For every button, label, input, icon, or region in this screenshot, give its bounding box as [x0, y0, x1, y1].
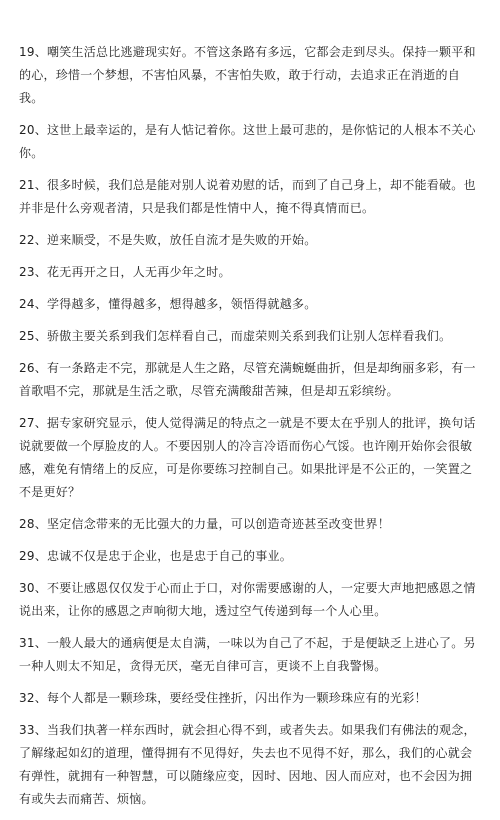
quote-32: 32、每个人都是一颗珍珠，要经受住挫折，闪出作为一颗珍珠应有的光彩！ [19, 691, 427, 705]
quote-20: 20、这世上最幸运的，是有人惦记着你。这世上最可悲的，是你惦记的人根本不关心你。 [19, 123, 476, 160]
quote-33: 33、当我们执著一样东西时，就会担心得不到，或者失去。如果我们有佛法的观念，了解缘起如幻的道理，懂得拥有不见得好，失去也不见得不好，那么，我们的心就会有弹性，就拥有一种智慧，可以随缘应变，因时、因地、因人而应对，也不会因为拥有或失去而痛苦、烦恼。 [19, 723, 476, 806]
quote-27: 27、据专家研究显示，使人觉得满足的特点之一就是不要太在乎别人的批评，换句话说就要做一个厚脸皮的人。不要因别人的冷言冷语而伤心气馁。也许刚开始你会很敏感，难免有情绪上的反应，可是你要练习控制自己。如果批评是不公正的，一笑置之不是更好？ [19, 416, 476, 499]
quote-19: 19、嘲笑生活总比逃避现实好。不管这条路有多远，它都会走到尽头。保持一颗平和的心，珍惜一个梦想，不害怕风暴，不害怕失败，敢于行动，去追求正在消逝的自我。 [19, 45, 476, 105]
quote-28: 28、坚定信念带来的无比强大的力量，可以创造奇迹甚至改变世界！ [19, 517, 391, 531]
quote-23: 23、花无再开之日，人无再少年之时。 [19, 265, 231, 279]
quote-31: 31、一般人最大的通病便是太自满，一味以为自己了不起，于是便缺乏上进心了。另一种人则太不知足，贪得无厌，毫无自律可言，更谈不上自我警惕。 [19, 636, 476, 673]
quote-21: 21、很多时候，我们总是能对别人说着劝慰的话，而到了自己身上，却不能看破。也并非是什么旁观者清，只是我们都是性情中人，掩不得真情而已。 [19, 178, 476, 215]
quote-22: 22、逆来顺受，不是失败，放任自流才是失败的开始。 [19, 233, 317, 247]
quote-30: 30、不要让感恩仅仅发于心而止于口，对你需要感谢的人，一定要大声地把感恩之情说出来，让你的感恩之声响彻大地，透过空气传递到每一个人心里。 [19, 581, 476, 618]
quote-24: 24、学得越多，懂得越多，想得越多，领悟得就越多。 [19, 297, 317, 311]
quote-26: 26、有一条路走不完，那就是人生之路，尽管充满蜿蜒曲折，但是却绚丽多彩，有一首歌唱不完，那就是生活之歌，尽管充满酸甜苦辣，但是却五彩缤纷。 [19, 361, 476, 398]
quote-list [19, 41, 481, 820]
quote-29: 29、忠诚不仅是忠于企业，也是忠于自己的事业。 [19, 549, 293, 563]
quote-25: 25、骄傲主要关系到我们怎样看自己，而虚荣则关系到我们让别人怎样看我们。 [19, 329, 452, 343]
